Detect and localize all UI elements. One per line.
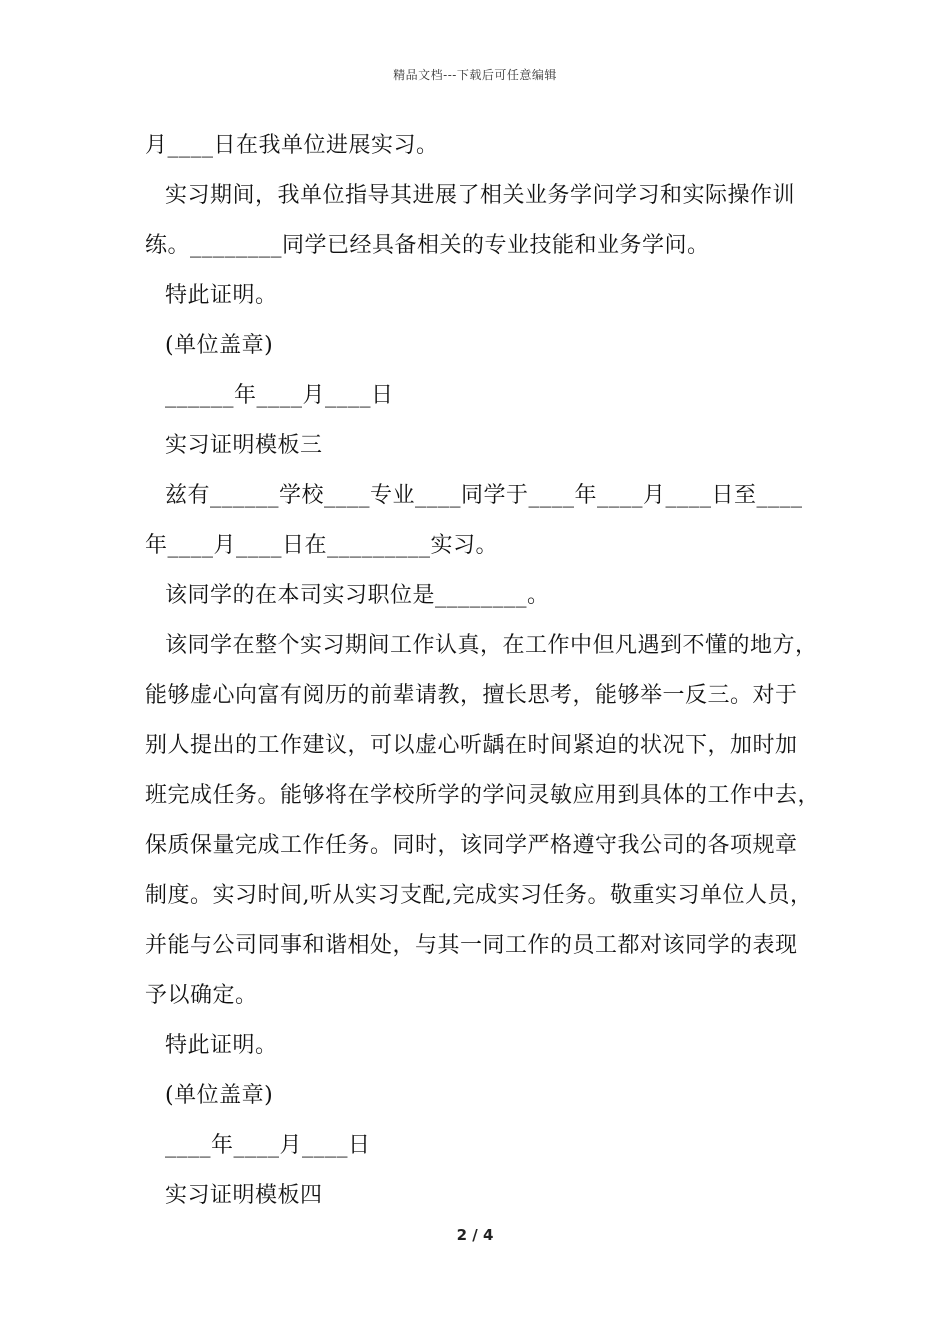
section-heading: 实习证明模板三 [165, 433, 323, 458]
body-line: 能够虚心向富有阅历的前辈请教，擅长思考，能够举一反三。对于 [145, 683, 798, 708]
body-line: 年____月____日在_________实习。 [145, 533, 499, 558]
body-line: 特此证明。 [165, 283, 278, 308]
body-line: 保质保量完成工作任务。同时，该同学严格遵守我公司的各项规章 [145, 833, 798, 858]
body-line: 特此证明。 [165, 1033, 278, 1058]
body-line: 别人提出的工作建议，可以虚心听龋在时间紧迫的状况下，加时加 [145, 733, 798, 758]
signature-date-line: ______年____月____日 [165, 383, 394, 408]
body-line: 该同学在整个实习期间工作认真，在工作中但凡遇到不懂的地方， [165, 633, 818, 658]
body-line: 实习期间，我单位指导其进展了相关业务学问学习和实际操作训 [165, 183, 796, 208]
page-header: 精品文档---下载后可任意编辑 [393, 68, 557, 82]
signature-date-line: ____年____月____日 [165, 1133, 371, 1158]
body-line: 兹有______学校____专业____同学于____年____月____日至____ [165, 483, 803, 508]
page-number: 2 / 4 [456, 1226, 494, 1244]
body-line: 并能与公司同事和谐相处，与其一同工作的员工都对该同学的表现 [145, 933, 798, 958]
body-line: 班完成任务。能够将在学校所学的学问灵敏应用到具体的工作中去， [145, 783, 821, 808]
body-line: 制度。实习时间,听从实习支配,完成实习任务。敬重实习单位人员， [145, 883, 813, 908]
body-line: (单位盖章) [165, 1083, 274, 1108]
body-line: 练。________同学已经具备相关的专业技能和业务学问。 [145, 233, 710, 258]
section-heading: 实习证明模板四 [165, 1183, 323, 1208]
body-line: 予以确定。 [145, 983, 258, 1008]
body-line: (单位盖章) [165, 333, 274, 358]
body-line: 月____日在我单位进展实习。 [145, 133, 439, 158]
body-line: 该同学的在本司实习职位是________。 [165, 583, 550, 608]
